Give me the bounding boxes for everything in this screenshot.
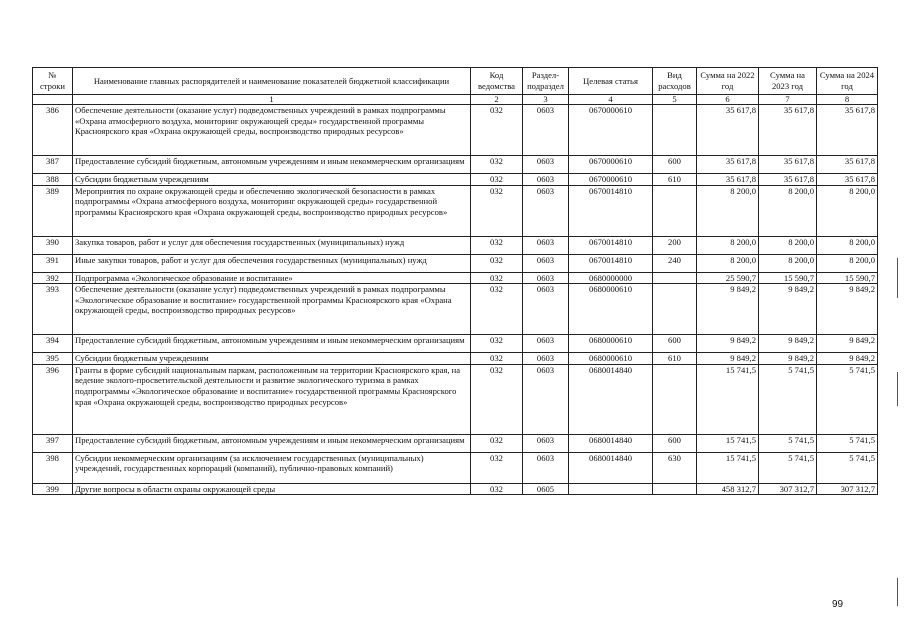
row-kind: 240: [653, 254, 697, 272]
row-name: Предоставление субсидий бюджетным, автономным учреждениям и иным некоммерческим организациям: [73, 434, 471, 452]
row-sum-2024: 5 741,5: [817, 452, 878, 483]
row-code: 032: [471, 185, 523, 236]
row-sum-2022: 9 849,2: [697, 353, 759, 365]
row-code: 032: [471, 353, 523, 365]
row-code: 032: [471, 284, 523, 335]
col-number-cell: 6: [697, 95, 759, 105]
row-section: 0603: [523, 452, 569, 483]
row-sum-2022: 9 849,2: [697, 284, 759, 335]
table-row: [33, 452, 878, 483]
row-sum-2022: 9 849,2: [697, 335, 759, 353]
table-row: [33, 174, 878, 186]
row-sum-2024: 8 200,0: [817, 254, 878, 272]
col-number-cell: 5: [653, 95, 697, 105]
row-article: [569, 483, 653, 495]
row-article: 0680000000: [569, 272, 653, 284]
row-sum-2022: 8 200,0: [697, 236, 759, 254]
row-article: 0680014840: [569, 452, 653, 483]
row-sum-2023: 35 617,8: [759, 105, 817, 156]
scan-edge-mark: [897, 372, 898, 406]
row-article: 0680000610: [569, 284, 653, 335]
row-kind: 600: [653, 156, 697, 174]
row-sum-2023: 35 617,8: [759, 156, 817, 174]
col-number-cell: 3: [523, 95, 569, 105]
row-kind: 600: [653, 434, 697, 452]
row-sum-2022: 35 617,8: [697, 174, 759, 186]
col-number-cell: 2: [471, 95, 523, 105]
table-row: [33, 185, 878, 236]
row-number: 399: [33, 483, 73, 495]
row-code: 032: [471, 335, 523, 353]
row-sum-2023: 9 849,2: [759, 284, 817, 335]
row-sum-2023: 307 312,7: [759, 483, 817, 495]
row-kind: 630: [653, 452, 697, 483]
row-name: Предоставление субсидий бюджетным, автономным учреждениям и иным некоммерческим организациям: [73, 335, 471, 353]
row-kind: [653, 272, 697, 284]
row-section: 0603: [523, 185, 569, 236]
row-sum-2023: 8 200,0: [759, 236, 817, 254]
col-number-cell: 1: [73, 95, 471, 105]
row-number: 393: [33, 284, 73, 335]
row-name: Обеспечение деятельности (оказание услуг) подведомственных учреждений в рамках подпрограммы «Экологическое образование и воспитание» государственной программы Красноярского края «Охрана окружающей среды, воспроизводство природных ресурсов»: [73, 284, 471, 335]
scan-edge-mark: [897, 578, 898, 606]
row-number: 391: [33, 254, 73, 272]
row-name: Субсидии бюджетным учреждениям: [73, 353, 471, 365]
table-row: [33, 335, 878, 353]
col-number-cell: [33, 95, 73, 105]
row-sum-2024: 9 849,2: [817, 284, 878, 335]
row-section: 0603: [523, 335, 569, 353]
table-row: [33, 105, 878, 156]
header-num: № строки: [33, 68, 73, 95]
row-sum-2024: 9 849,2: [817, 335, 878, 353]
row-kind: 600: [653, 335, 697, 353]
row-sum-2024: 15 590,7: [817, 272, 878, 284]
header-code: Код ведомства: [471, 68, 523, 95]
row-section: 0603: [523, 174, 569, 186]
row-kind: [653, 105, 697, 156]
row-sum-2024: 35 617,8: [817, 174, 878, 186]
row-sum-2023: 5 741,5: [759, 364, 817, 434]
row-kind: 200: [653, 236, 697, 254]
row-sum-2024: 5 741,5: [817, 434, 878, 452]
row-code: 032: [471, 272, 523, 284]
row-code: 032: [471, 434, 523, 452]
row-number: 396: [33, 364, 73, 434]
row-number: 386: [33, 105, 73, 156]
row-number: 389: [33, 185, 73, 236]
table-row: [33, 272, 878, 284]
row-code: 032: [471, 105, 523, 156]
row-name: Закупка товаров, работ и услуг для обеспечения государственных (муниципальных) нужд: [73, 236, 471, 254]
header-sum-2022: Сумма на 2022 год: [697, 68, 759, 95]
table-row: [33, 434, 878, 452]
row-sum-2023: 9 849,2: [759, 353, 817, 365]
row-kind: [653, 364, 697, 434]
row-sum-2022: 15 741,5: [697, 452, 759, 483]
row-number: 397: [33, 434, 73, 452]
row-sum-2023: 5 741,5: [759, 434, 817, 452]
row-number: 392: [33, 272, 73, 284]
row-name: Подпрограмма «Экологическое образование и воспитание»: [73, 272, 471, 284]
row-article: 0680014840: [569, 434, 653, 452]
header-sum-2024: Сумма на 2024 год: [817, 68, 878, 95]
row-code: 032: [471, 452, 523, 483]
row-sum-2024: 35 617,8: [817, 105, 878, 156]
row-name: Субсидии некоммерческим организациям (за исключением государственных (муниципальных) учреждений, государственных корпораций (компаний), публично-правовых компаний): [73, 452, 471, 483]
row-sum-2022: 35 617,8: [697, 156, 759, 174]
row-sum-2023: 5 741,5: [759, 452, 817, 483]
row-section: 0603: [523, 284, 569, 335]
row-kind: [653, 284, 697, 335]
table-row: [33, 254, 878, 272]
row-sum-2023: 9 849,2: [759, 335, 817, 353]
table-row: [33, 483, 878, 495]
row-kind: 610: [653, 353, 697, 365]
header-section: Раздел-подраздел: [523, 68, 569, 95]
budget-table: [32, 67, 878, 495]
row-kind: [653, 185, 697, 236]
row-name: Предоставление субсидий бюджетным, автономным учреждениям и иным некоммерческим организациям: [73, 156, 471, 174]
row-name: Другие вопросы в области охраны окружающей среды: [73, 483, 471, 495]
row-article: 0680000610: [569, 335, 653, 353]
row-number: 387: [33, 156, 73, 174]
header-kind: Вид расходов: [653, 68, 697, 95]
row-number: 398: [33, 452, 73, 483]
row-section: 0603: [523, 364, 569, 434]
row-name: Обеспечение деятельности (оказание услуг) подведомственных учреждений в рамках подпрограммы «Охрана атмосферного воздуха, мониторинг окружающей среды» государственной программы Красноярского края «Охрана окружающей среды, воспроизводство природных ресурсов»: [73, 105, 471, 156]
table-row: [33, 156, 878, 174]
row-sum-2024: 307 312,7: [817, 483, 878, 495]
row-sum-2022: 8 200,0: [697, 254, 759, 272]
row-sum-2024: 8 200,0: [817, 236, 878, 254]
header-article: Целевая статья: [569, 68, 653, 95]
page-number: 99: [832, 599, 844, 610]
row-number: 390: [33, 236, 73, 254]
table-row: [33, 236, 878, 254]
scan-edge-mark: [897, 258, 898, 298]
row-sum-2022: 15 741,5: [697, 364, 759, 434]
header-name: Наименование главных распорядителей и наименование показателей бюджетной классификации: [73, 68, 471, 95]
row-name: Мероприятия по охране окружающей среды и обеспечению экологической безопасности в рамках подпрограммы «Охрана атмосферного воздуха, мониторинг окружающей среды» государственной программы Красноярского края «Охрана окружающей среды, воспроизводство природных ресурсов»: [73, 185, 471, 236]
row-sum-2023: 8 200,0: [759, 185, 817, 236]
col-number-cell: 8: [817, 95, 878, 105]
row-sum-2024: 9 849,2: [817, 353, 878, 365]
row-section: 0603: [523, 254, 569, 272]
table-row: [33, 284, 878, 335]
table-body: [33, 105, 878, 495]
row-sum-2022: 458 312,7: [697, 483, 759, 495]
row-name: Иные закупки товаров, работ и услуг для обеспечения государственных (муниципальных) нужд: [73, 254, 471, 272]
row-section: 0603: [523, 353, 569, 365]
row-section: 0603: [523, 434, 569, 452]
row-number: 388: [33, 174, 73, 186]
row-article: 0670000610: [569, 105, 653, 156]
row-number: 394: [33, 335, 73, 353]
row-sum-2022: 15 741,5: [697, 434, 759, 452]
row-sum-2024: 35 617,8: [817, 156, 878, 174]
row-sum-2023: 35 617,8: [759, 174, 817, 186]
row-article: 0670000610: [569, 174, 653, 186]
table-row: [33, 364, 878, 434]
row-sum-2022: 8 200,0: [697, 185, 759, 236]
row-section: 0603: [523, 236, 569, 254]
row-name: Субсидии бюджетным учреждениям: [73, 174, 471, 186]
row-code: 032: [471, 364, 523, 434]
row-article: 0680014840: [569, 364, 653, 434]
col-number-cell: 4: [569, 95, 653, 105]
row-section: 0603: [523, 105, 569, 156]
table-row: [33, 353, 878, 365]
row-sum-2022: 25 590,7: [697, 272, 759, 284]
row-article: 0670000610: [569, 156, 653, 174]
row-sum-2024: 8 200,0: [817, 185, 878, 236]
row-sum-2023: 15 590,7: [759, 272, 817, 284]
row-number: 395: [33, 353, 73, 365]
row-code: 032: [471, 236, 523, 254]
row-section: 0603: [523, 272, 569, 284]
row-article: 0670014810: [569, 185, 653, 236]
row-code: 032: [471, 483, 523, 495]
row-code: 032: [471, 254, 523, 272]
row-name: Гранты в форме субсидий национальным паркам, расположенным на территории Красноярского края, на ведение эколого-просветительской деятельности и развитие экологического туризма в рамках подпрограммы «Экологическое образование и воспитание» государственной программы Красноярского края «Охрана окружающей среды, воспроизводство природных ресурсов»: [73, 364, 471, 434]
row-sum-2022: 35 617,8: [697, 105, 759, 156]
row-article: 0670014810: [569, 254, 653, 272]
row-code: 032: [471, 174, 523, 186]
row-sum-2023: 8 200,0: [759, 254, 817, 272]
header-sum-2023: Сумма на 2023 год: [759, 68, 817, 95]
col-number-cell: 7: [759, 95, 817, 105]
row-code: 032: [471, 156, 523, 174]
row-article: 0670014810: [569, 236, 653, 254]
row-kind: 610: [653, 174, 697, 186]
row-sum-2024: 5 741,5: [817, 364, 878, 434]
row-article: 0680000610: [569, 353, 653, 365]
row-section: 0603: [523, 156, 569, 174]
row-kind: [653, 483, 697, 495]
row-section: 0605: [523, 483, 569, 495]
header-row: [33, 68, 878, 95]
column-number-row: [33, 95, 878, 105]
